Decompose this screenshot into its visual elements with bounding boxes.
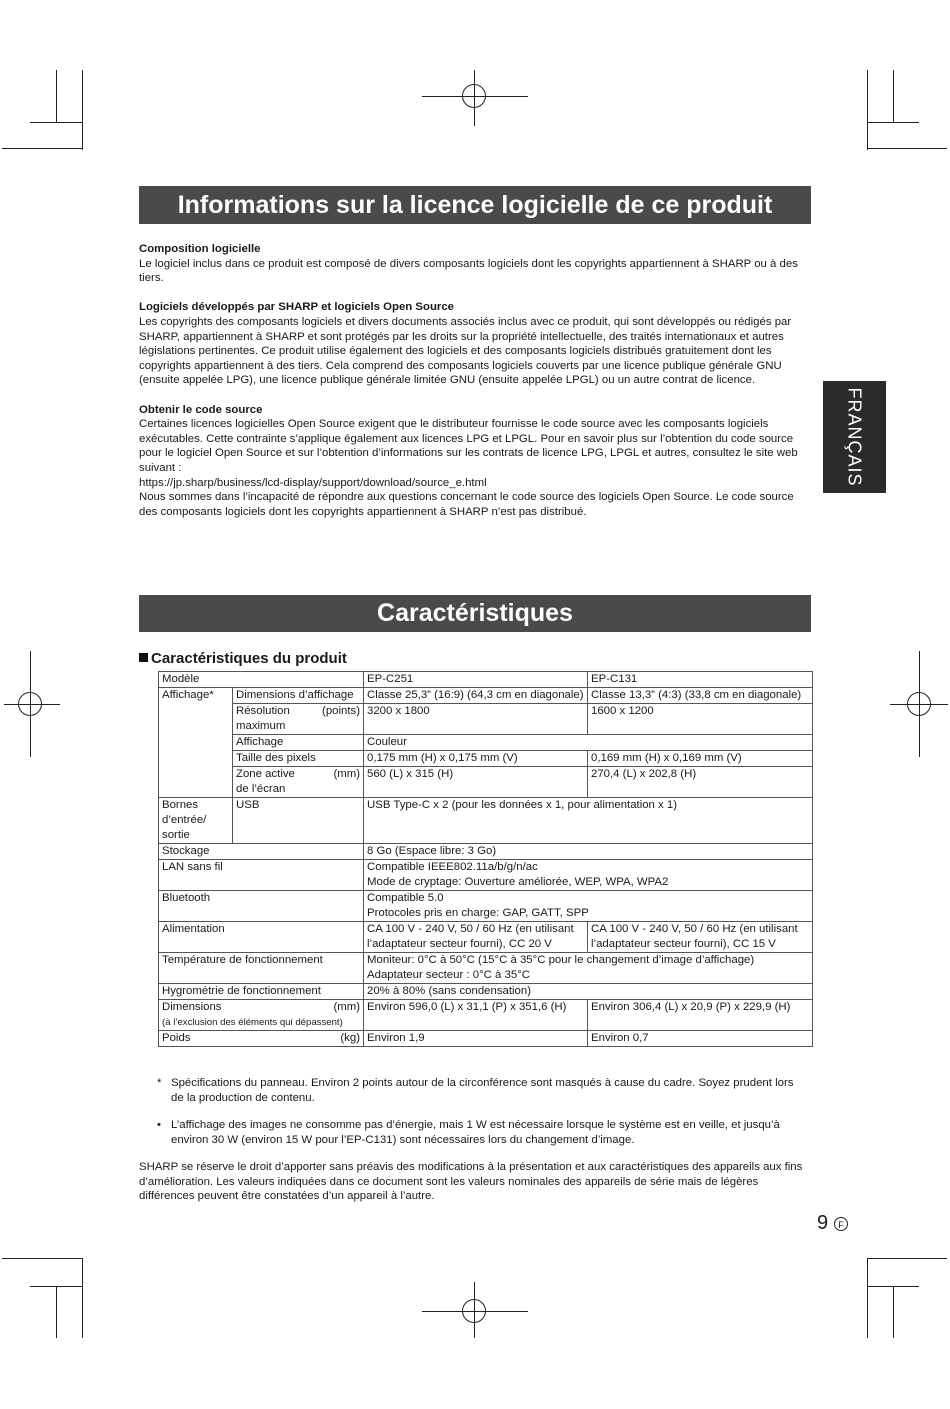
table-row <box>159 953 813 984</box>
source-code-heading: Obtenir le code source <box>139 403 263 416</box>
table-cell: Compatible IEEE802.11a/b/g/n/ac Mode de cryptage: Ouverture améliorée, WEP, WPA, WPA2 <box>364 860 813 891</box>
table-cell: CA 100 V - 240 V, 50 / 60 Hz (en utilisant l’adaptateur secteur fourni), CC 15 V <box>588 922 813 953</box>
table-row <box>159 922 813 953</box>
table-cell: Affichage <box>233 735 364 751</box>
table-cell: Hygrométrie de fonctionnement <box>159 984 364 1000</box>
table-cell: LAN sans fil <box>159 860 364 891</box>
table-cell: 8 Go (Espace libre: 3 Go) <box>364 844 813 860</box>
table-row <box>159 751 813 767</box>
license-content <box>139 242 807 519</box>
footnote-bullet: • L’affichage des images ne consomme pas d’énergie, mais 1 W est nécessaire lorsque le système est en veille, et jusqu’à environ 30 W (environ 15 W pour l’EP-C131) sont nécessaires lors du changement d’image. <box>157 1119 780 1146</box>
table-cell: USB Type-C x 2 (pour les données x 1, pour alimentation x 1) <box>364 798 813 844</box>
table-cell: 1600 x 1200 <box>588 704 813 735</box>
table-cell: Affichage* <box>159 688 233 798</box>
table-cell: Résolution (points) maximum <box>233 704 364 735</box>
footnote-bullet-block <box>139 1118 809 1147</box>
table-cell: Moniteur: 0°C à 50°C (15°C à 35°C pour le changement d’image d’affichage) Adaptateur secteur : 0°C à 35°C <box>364 953 813 984</box>
table-cell: Bluetooth <box>159 891 364 922</box>
table-cell: Alimentation <box>159 922 364 953</box>
disclaimer: SHARP se réserve le droit d’apporter sans préavis des modifications à la présentation et aux caractéristiques des appareils aux fins d’amélioration. Les valeurs indiquées dans ce document sont les valeurs nominales des appareils de série mais de légères différences peuvent être constatées d’un appareil à l’autre. <box>139 1161 803 1203</box>
table-cell: CA 100 V - 240 V, 50 / 60 Hz (en utilisant l’adaptateur secteur fourni), CC 20 V <box>364 922 588 953</box>
source-code-url[interactable]: https://jp.sharp/business/lcd-display/support/download/source_e.html <box>139 476 487 489</box>
table-cell: Environ 1,9 <box>364 1031 588 1047</box>
table-row <box>159 844 813 860</box>
table-cell: Taille des pixels <box>233 751 364 767</box>
table-cell: Dimensions d’affichage <box>233 688 364 704</box>
table-cell: 0,175 mm (H) x 0,175 mm (V) <box>364 751 588 767</box>
table-cell: 560 (L) x 315 (H) <box>364 767 588 798</box>
table-cell: Modèle <box>159 672 364 688</box>
specs-title: Caractéristiques <box>139 595 811 632</box>
table-cell: Stockage <box>159 844 364 860</box>
table-cell: 270,4 (L) x 202,8 (H) <box>588 767 813 798</box>
table-cell: Dimensions (mm) (à l’exclusion des éléments qui dépassent) <box>159 1000 364 1031</box>
table-row <box>159 1000 813 1031</box>
table-cell: Environ 596,0 (L) x 31,1 (P) x 351,6 (H) <box>364 1000 588 1031</box>
table-cell: EP-C251 <box>364 672 588 688</box>
table-cell: Poids (kg) <box>159 1031 364 1047</box>
table-cell: 0,169 mm (H) x 0,169 mm (V) <box>588 751 813 767</box>
table-cell: Environ 306,4 (L) x 20,9 (P) x 229,9 (H) <box>588 1000 813 1031</box>
table-cell: Bornes d’entrée/ sortie <box>159 798 233 844</box>
table-cell: Zone active (mm) de l’écran <box>233 767 364 798</box>
table-cell: Classe 13,3” (4:3) (33,8 cm en diagonale) <box>588 688 813 704</box>
page-number: 9 <box>817 1212 829 1234</box>
table-row <box>159 672 813 688</box>
table-cell: Température de fonctionnement <box>159 953 364 984</box>
table-row <box>159 860 813 891</box>
footnote-star: * Spécifications du panneau. Environ 2 points autour de la circonférence sont masqués à cause du cadre. Soyez prudent lors de la production de contenu. <box>157 1077 794 1104</box>
table-row <box>159 688 813 704</box>
table-cell: Couleur <box>364 735 813 751</box>
table-row <box>159 891 813 922</box>
composition-body: Le logiciel inclus dans ce produit est composé de divers composants logiciels dont les copyrights appartiennent à SHARP ou à des tiers. <box>139 257 798 285</box>
table-row <box>159 735 813 751</box>
page-language-mark: F <box>834 1217 848 1231</box>
language-tab-label: FRANÇAIS <box>844 387 865 487</box>
table-row <box>159 798 813 844</box>
table-cell: Environ 0,7 <box>588 1031 813 1047</box>
table-cell: 3200 x 1800 <box>364 704 588 735</box>
open-source-body: Les copyrights des composants logiciels et divers documents associés inclus avec ce produit, qui sont développés ou rédigés par SHARP, appartiennent à SHARP et sont protégés par les droits sur la propriété intellectuelle, des traités internationaux et autres législations pertinentes. Ce produit utilise également des logiciels et des composants logiciels distribués gratuitement dont les copyrights appartiennent à des tiers. Cela comprend des composants logiciels couverts par une licence publique générale GNU (ensuite appelée LPG), une licence publique générale limitée GNU (ensuite appelée LPGL) ou un autre contrat de licence. <box>139 315 792 387</box>
source-code-body: Certaines licences logicielles Open Source exigent que le distributeur fournisse le code source avec les composants logiciels exécutables. Cette contrainte s’applique également aux licences LPG et LPGL. Pour en savoir plus sur l’obtention du code source pour le logiciel Open Source et sur l’obtention d’informations sur les contrats de licence LPG, LPGL et autres, consultez le site web suivant : <box>139 418 798 474</box>
composition-heading: Composition logicielle <box>139 243 261 255</box>
source-code-body-2: Nous sommes dans l’incapacité de répondre aux questions concernant le code source des logiciels Open Source. Le code source des composants logiciels dont les copyrights appartiennent à SHARP n’est pas distribué. <box>139 491 794 518</box>
table-row <box>159 767 813 798</box>
table-cell: 20% à 80% (sans condensation) <box>364 984 813 1000</box>
square-bullet-icon <box>139 653 148 662</box>
license-title: Informations sur la licence logicielle de ce produit <box>139 186 811 224</box>
specs-table <box>158 671 813 1047</box>
table-row <box>159 984 813 1000</box>
table-cell: EP-C131 <box>588 672 813 688</box>
table-row <box>159 1031 813 1047</box>
specs-subtitle <box>139 650 347 667</box>
footnotes <box>139 1076 809 1105</box>
specs-subtitle-text: Caractéristiques du produit <box>151 650 347 667</box>
table-cell: USB <box>233 798 364 844</box>
table-cell: Classe 25,3” (16:9) (64,3 cm en diagonale) <box>364 688 588 704</box>
open-source-heading: Logiciels développés par SHARP et logiciels Open Source <box>139 301 455 314</box>
table-cell: Compatible 5.0 Protocoles pris en charge: GAP, GATT, SPP <box>364 891 813 922</box>
table-row <box>159 704 813 735</box>
